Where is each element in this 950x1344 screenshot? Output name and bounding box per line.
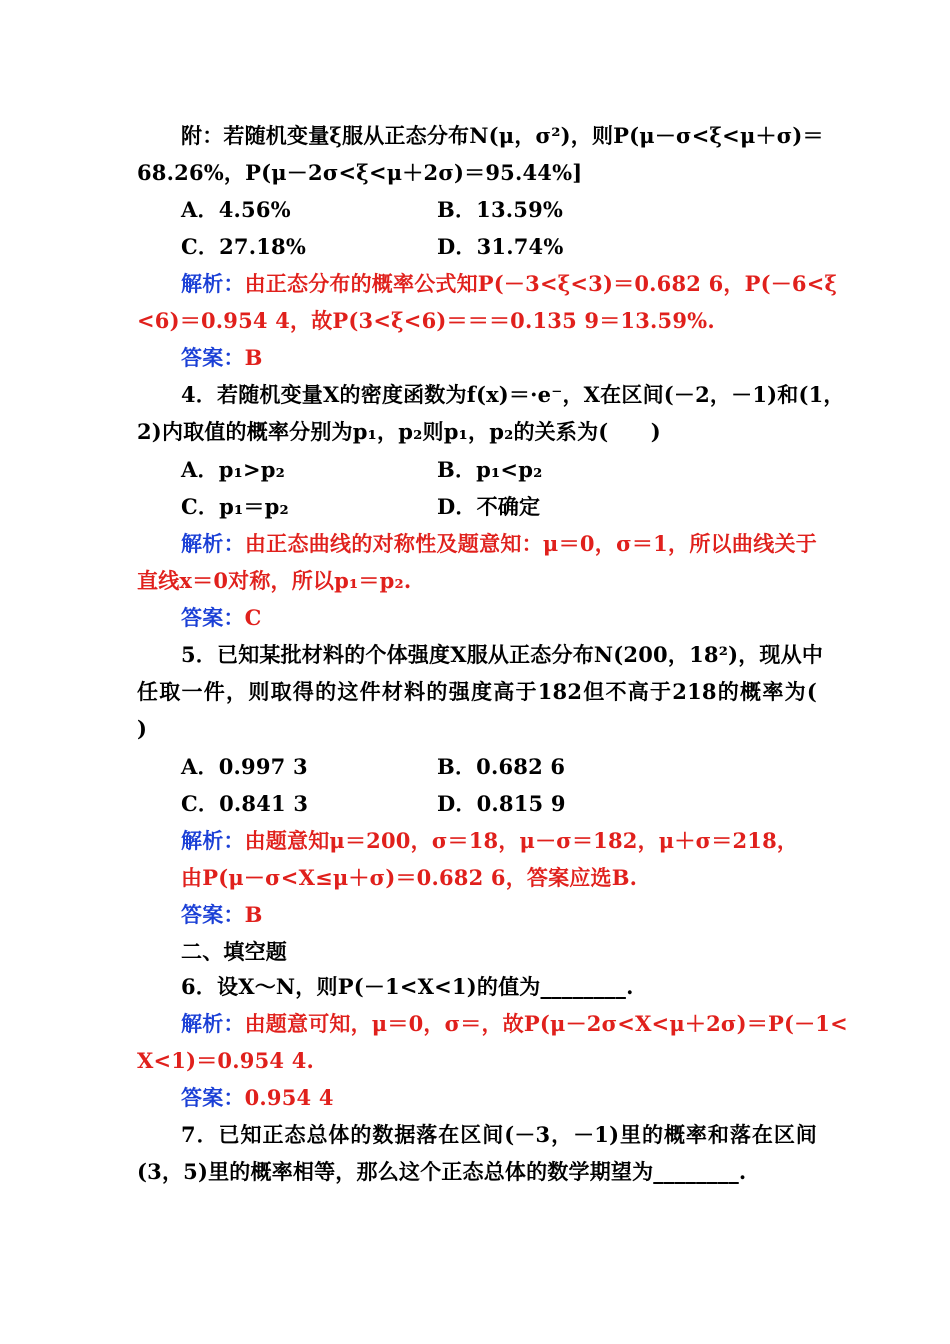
q3-answer xyxy=(181,343,817,373)
q3-option-b: B．13.59% xyxy=(437,197,564,222)
q5-line-3: ) xyxy=(137,716,148,741)
section-heading-fill-in: 二、填空题 xyxy=(181,939,287,964)
q4-line-1: 4．若随机变量X的密度函数为f(x)＝·e⁻，X在区间(－2，－1)和(1， xyxy=(181,382,845,407)
q5-answer-label: 答案： xyxy=(181,902,245,927)
q6-explanation-line-1 xyxy=(181,1009,848,1039)
q3-explanation-text-1: 由正态分布的概率公式知P(－3<ξ<3)＝0.682 6，P(－6<ξ xyxy=(244,271,838,296)
q4-option-d: D．不确定 xyxy=(437,494,541,519)
q7-line-1: 7．已知正态总体的数据落在区间(－3，－1)里的概率和落在区间 xyxy=(181,1122,817,1147)
note-line-1: 附：若随机变量ξ服从正态分布N(μ，σ²)，则P(μ－σ<ξ<μ＋σ)＝ xyxy=(181,123,824,148)
q3-options-row-2 xyxy=(0,232,950,262)
q5-option-a: A．0.997 3 xyxy=(181,754,308,779)
q5-explanation-label: 解析： xyxy=(181,828,245,853)
q6-line-1: 6．设X～N，则P(－1<X<1)的值为________. xyxy=(181,974,634,999)
q6-answer xyxy=(181,1083,817,1113)
q5-answer-value: B xyxy=(244,902,263,927)
q3-explanation-line-2: <6)＝0.954 4，故P(3<ξ<6)＝＝＝0.135 9＝13.59%. xyxy=(137,308,715,333)
q6-answer-value: 0.954 4 xyxy=(244,1085,334,1110)
q4-explanation-label: 解析： xyxy=(181,531,245,556)
q4-option-b: B．p₁<p₂ xyxy=(437,457,543,482)
q4-answer-label: 答案： xyxy=(181,605,245,630)
q6-explanation-line-2: X<1)＝0.954 4. xyxy=(137,1048,315,1073)
q5-options-row-2 xyxy=(0,789,950,819)
q3-option-d: D．31.74% xyxy=(437,234,564,259)
q6-explanation-text-1: 由题意可知，μ＝0，σ＝，故P(μ－2σ<X<μ＋2σ)＝P(－1< xyxy=(244,1011,848,1036)
q4-options-row-2 xyxy=(0,492,950,522)
q4-answer xyxy=(181,603,817,633)
q4-explanation-line-2: 直线x＝0对称，所以p₁＝p₂. xyxy=(137,568,412,593)
q4-options-row-1 xyxy=(0,455,950,485)
q4-line-2: 2)内取值的概率分别为p₁，p₂则p₁，p₂的关系为( ) xyxy=(137,419,661,444)
q5-option-d: D．0.815 9 xyxy=(437,791,566,816)
q5-options-row-1 xyxy=(0,752,950,782)
q4-option-a: A．p₁>p₂ xyxy=(181,457,286,482)
q5-explanation-text-1: 由题意知μ＝200，σ＝18，μ－σ＝182，μ＋σ＝218， xyxy=(244,828,799,853)
q3-option-a: A．4.56% xyxy=(181,197,291,222)
q5-option-b: B．0.682 6 xyxy=(437,754,566,779)
q5-line-1: 5．已知某批材料的个体强度X服从正态分布N(200，18²)，现从中 xyxy=(181,642,824,667)
q5-explanation-line-1 xyxy=(181,826,817,856)
note-line-2: 68.26%，P(μ－2σ<ξ<μ＋2σ)＝95.44%] xyxy=(137,160,583,185)
q5-option-c: C．0.841 3 xyxy=(181,791,309,816)
q3-answer-value: B xyxy=(244,345,263,370)
q3-explanation-line-1 xyxy=(181,269,838,299)
q6-explanation-label: 解析： xyxy=(181,1011,245,1036)
q4-option-c: C．p₁＝p₂ xyxy=(181,494,289,519)
q3-options-row-1 xyxy=(0,195,950,225)
q5-answer xyxy=(181,900,817,930)
q4-explanation-line-1 xyxy=(181,529,817,559)
q5-line-2: 任取一件，则取得的这件材料的强度高于182但不高于218的概率为( xyxy=(137,679,817,704)
q7-line-2: (3，5)里的概率相等，那么这个正态总体的数学期望为________. xyxy=(137,1159,747,1184)
q3-explanation-label: 解析： xyxy=(181,271,245,296)
q6-answer-label: 答案： xyxy=(181,1085,245,1110)
q3-answer-label: 答案： xyxy=(181,345,245,370)
q4-answer-value: C xyxy=(244,605,262,630)
q5-explanation-line-2: 由P(μ－σ<X≤μ＋σ)＝0.682 6，答案应选B. xyxy=(181,865,638,890)
q3-option-c: C．27.18% xyxy=(181,234,307,259)
q4-explanation-text-1: 由正态曲线的对称性及题意知：μ＝0，σ＝1，所以曲线关于 xyxy=(244,531,817,556)
